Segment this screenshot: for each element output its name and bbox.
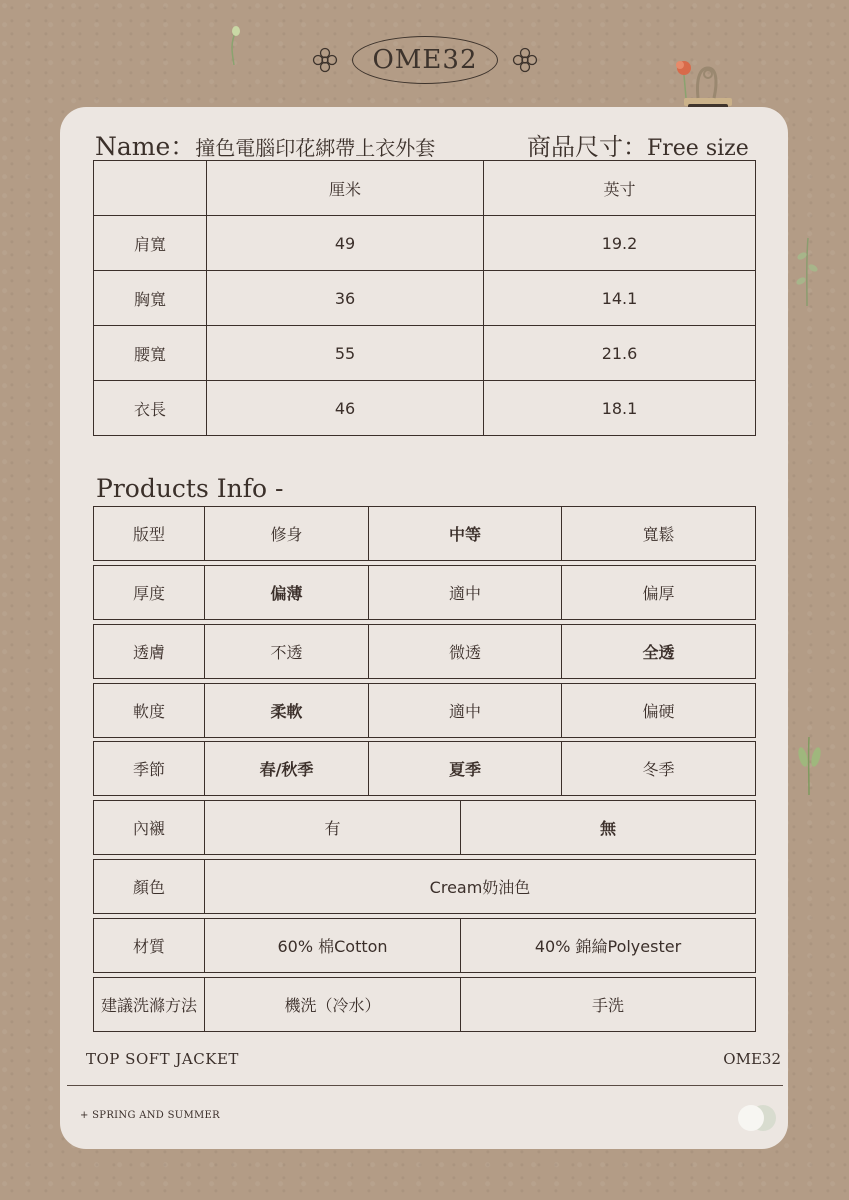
fit-option-selected: 中等 <box>369 507 562 561</box>
table-row <box>94 381 756 436</box>
cm-value: 49 <box>207 216 484 271</box>
season-option: 冬季 <box>562 742 756 796</box>
washing-value: 機洗（冷水） <box>205 978 461 1032</box>
products-info-title: Products Info - <box>96 474 284 503</box>
lining-option-selected: 無 <box>461 801 756 855</box>
inch-value: 18.1 <box>484 381 756 436</box>
table-row <box>94 271 756 326</box>
sheerness-option: 微透 <box>369 625 562 679</box>
thickness-option-selected: 偏薄 <box>205 566 369 620</box>
lining-option: 有 <box>205 801 461 855</box>
leaf-sprig-icon <box>792 236 822 306</box>
footer-tagline: + SPRING AND SUMMER <box>80 1110 220 1121</box>
season-label: 季節 <box>94 742 205 796</box>
season-option-selected: 春/秋季 <box>205 742 369 796</box>
row-label: 胸寬 <box>94 271 207 326</box>
color-label: 顏色 <box>94 860 205 914</box>
inch-value: 19.2 <box>484 216 756 271</box>
header-empty <box>94 161 207 216</box>
sheerness-option: 不透 <box>205 625 369 679</box>
material-value: 60% 棉Cotton <box>205 919 461 973</box>
sheerness-label: 透膚 <box>94 625 205 679</box>
name-label: Name： <box>95 132 196 161</box>
material-label: 材質 <box>94 919 205 973</box>
washing-label: 建議洗滌方法 <box>94 978 205 1032</box>
info-row-fit <box>93 506 756 561</box>
softness-option: 偏硬 <box>562 684 756 738</box>
thickness-option: 偏厚 <box>562 566 756 620</box>
size-table <box>93 160 756 436</box>
thickness-option: 適中 <box>369 566 562 620</box>
decorative-dots-icon <box>737 1104 783 1132</box>
leaf-sprig-icon <box>792 735 826 795</box>
washing-value: 手洗 <box>461 978 756 1032</box>
lining-label: 內襯 <box>94 801 205 855</box>
sheerness-option-selected: 全透 <box>562 625 756 679</box>
footer-title: TOP SOFT JACKET <box>86 1050 239 1068</box>
product-name-heading <box>95 127 435 163</box>
softness-option-selected: 柔軟 <box>205 684 369 738</box>
right-flower-icon <box>510 45 540 75</box>
footer-brand: OME32 <box>723 1050 781 1068</box>
logo-text: OME32 <box>352 36 498 84</box>
flower-sprig-icon <box>222 25 246 65</box>
info-row-softness <box>93 683 756 738</box>
info-row-sheerness <box>93 624 756 679</box>
thickness-label: 厚度 <box>94 566 205 620</box>
softness-label: 軟度 <box>94 684 205 738</box>
row-label: 腰寬 <box>94 326 207 381</box>
fit-option: 修身 <box>205 507 369 561</box>
cm-value: 55 <box>207 326 484 381</box>
info-row-season <box>93 741 756 796</box>
size-value: Free size <box>647 136 749 161</box>
left-flower-icon <box>310 45 340 75</box>
info-row-color <box>93 859 756 914</box>
size-table-header <box>94 161 756 216</box>
product-name: 撞色電腦印花綁帶上衣外套 <box>195 136 436 160</box>
info-row-thickness <box>93 565 756 620</box>
row-label: 衣長 <box>94 381 207 436</box>
cm-value: 36 <box>207 271 484 326</box>
table-row <box>94 216 756 271</box>
info-row-lining <box>93 800 756 855</box>
fit-label: 版型 <box>94 507 205 561</box>
header-cm: 厘米 <box>207 161 484 216</box>
color-value: Cream奶油色 <box>205 860 756 914</box>
footer-divider <box>67 1085 783 1086</box>
fit-option: 寬鬆 <box>562 507 756 561</box>
table-row <box>94 326 756 381</box>
inch-value: 14.1 <box>484 271 756 326</box>
size-label: 商品尺寸： <box>527 133 647 161</box>
info-row-material <box>93 918 756 973</box>
material-value: 40% 錦綸Polyester <box>461 919 756 973</box>
row-label: 肩寬 <box>94 216 207 271</box>
cm-value: 46 <box>207 381 484 436</box>
inch-value: 21.6 <box>484 326 756 381</box>
info-row-washing <box>93 977 756 1032</box>
softness-option: 適中 <box>369 684 562 738</box>
product-size-heading <box>527 127 749 162</box>
header-inch: 英寸 <box>484 161 756 216</box>
season-option-selected: 夏季 <box>369 742 562 796</box>
